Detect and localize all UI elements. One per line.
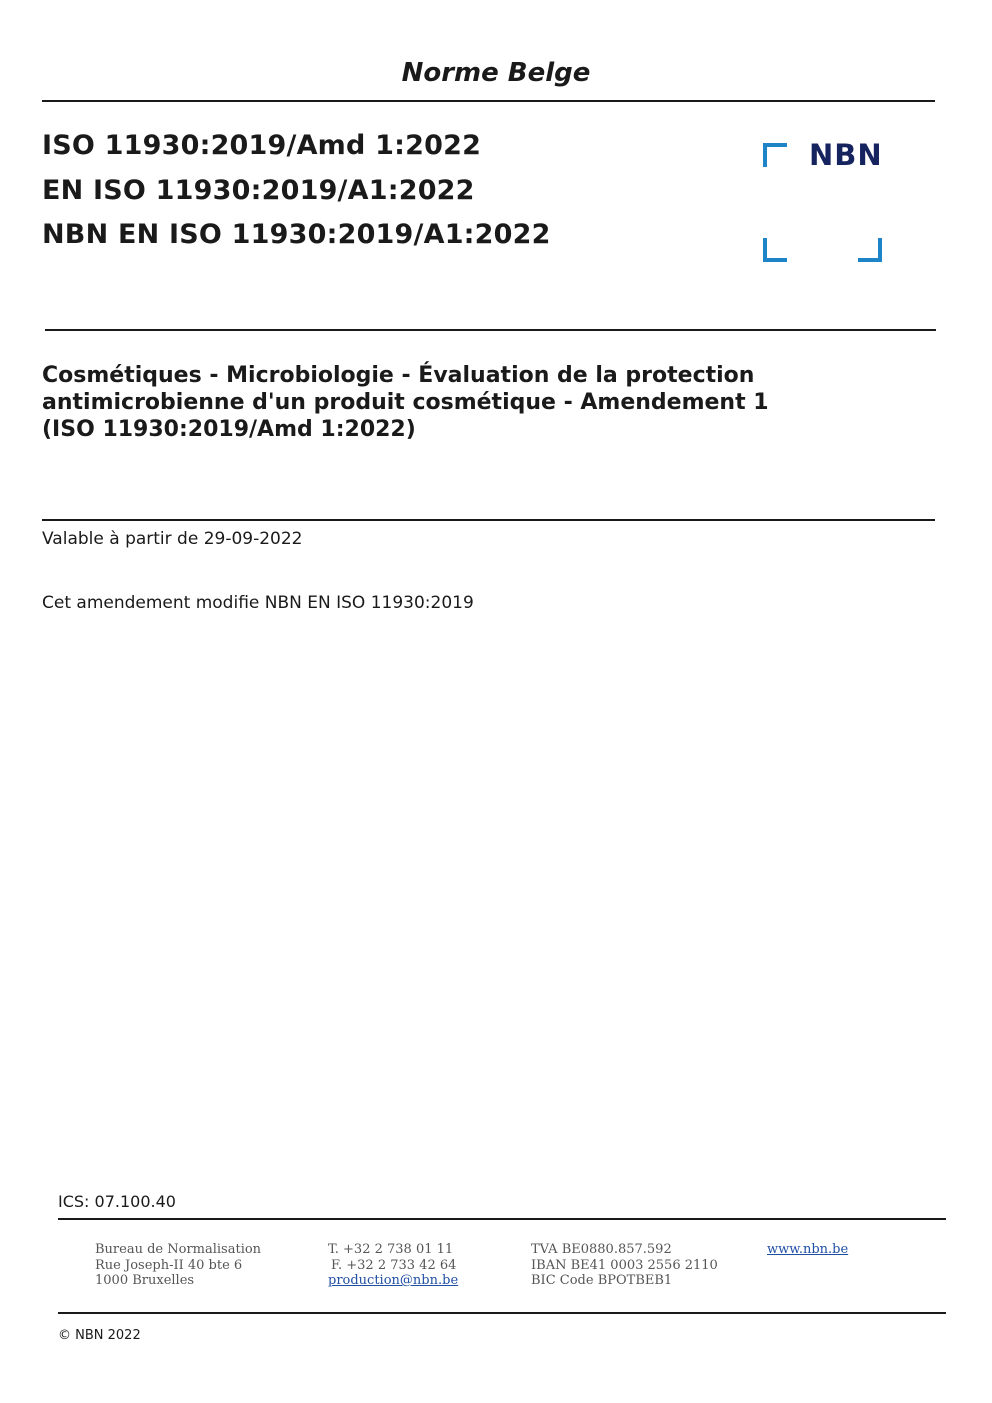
logo-text: NBN: [809, 138, 883, 172]
footer-email-link[interactable]: production@nbn.be: [328, 1273, 459, 1288]
nbn-logo: [760, 140, 886, 266]
copyright-notice: © NBN 2022: [58, 1328, 141, 1343]
logo-bracket-bottom-left: [763, 238, 787, 262]
footer-financial: [531, 1242, 718, 1289]
subject-divider: [42, 519, 935, 521]
logo-bracket-top-left: [763, 143, 787, 167]
amendment-note: Cet amendement modifie NBN EN ISO 11930:2019: [42, 593, 474, 613]
subject-line: (ISO 11930:2019/Amd 1:2022): [42, 417, 416, 442]
logo-bracket-bottom-right: [858, 238, 882, 262]
ics-code: ICS: 07.100.40: [58, 1192, 176, 1211]
footer-org-name: Bureau de Normalisation: [95, 1242, 262, 1257]
nbn-en-iso-code: NBN EN ISO 11930:2019/A1:2022: [42, 219, 551, 250]
document-type-title: Norme Belge: [401, 58, 591, 88]
en-iso-code: EN ISO 11930:2019/A1:2022: [42, 175, 475, 206]
footer-contact: [328, 1242, 458, 1289]
footer-iban: IBAN BE41 0003 2556 2110: [531, 1257, 718, 1273]
footer-fax: F. +32 2 733 42 64: [331, 1257, 457, 1273]
subject-line: Cosmétiques - Microbiologie - Évaluation de la protection: [42, 363, 755, 388]
footer-street: Rue Joseph-II 40 bte 6: [95, 1257, 243, 1273]
iso-code: ISO 11930:2019/Amd 1:2022: [42, 130, 482, 161]
footer-bic: BIC Code BPOTBEB1: [531, 1273, 673, 1288]
header-divider: [42, 100, 935, 102]
document-subject: [42, 362, 842, 443]
footer-website-link[interactable]: www.nbn.be: [767, 1242, 849, 1257]
codes-divider: [45, 329, 936, 331]
footer-address: [95, 1242, 261, 1289]
footer-city: 1000 Bruxelles: [95, 1273, 195, 1288]
footer-web: [767, 1242, 848, 1258]
footer-bottom-divider: [58, 1312, 946, 1314]
validity-date: Valable à partir de 29-09-2022: [42, 529, 303, 549]
footer-vat: TVA BE0880.857.592: [531, 1242, 672, 1257]
footer-top-divider: [58, 1218, 946, 1220]
footer-phone: T. +32 2 738 01 11: [328, 1242, 454, 1257]
subject-line: antimicrobienne d'un produit cosmétique - Amendement 1: [42, 390, 769, 415]
